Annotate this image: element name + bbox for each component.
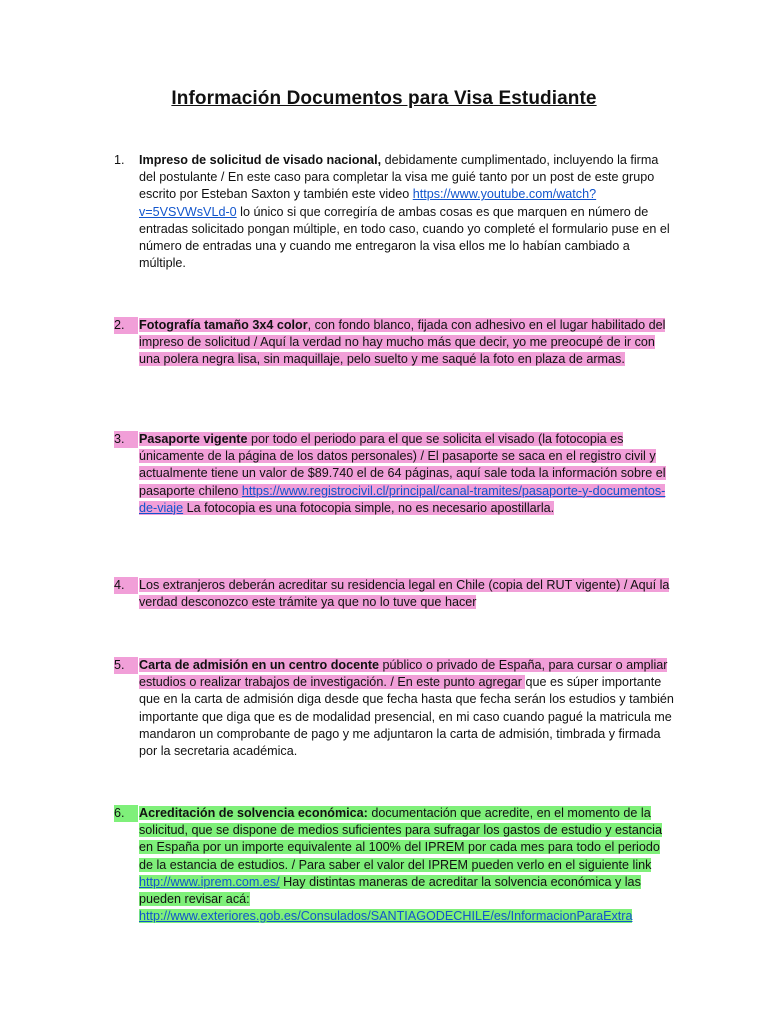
list-item-6	[114, 805, 674, 925]
item-text: debidamente cumplimentado, incluyendo la firma del postulante / En este caso para completar la visa me guié tanto por un post de este grupo escrito por Esteban Saxton y también este video	[139, 153, 659, 202]
item-text: Los extranjeros deberán acreditar su residencia legal en Chile (copia del RUT vigente) / Aquí la verdad desconozco este trámite ya que no lo tuve que hacer	[139, 578, 670, 610]
item-text: público o privado de España, para cursar o ampliar estudios o realizar trabajos de investigación. / En este punto agregar	[139, 658, 668, 690]
item-number: 5.	[114, 657, 138, 674]
item-heading: Fotografía tamaño 3x4 color	[139, 318, 308, 332]
item-heading: Impreso de solicitud de visado nacional,	[139, 153, 382, 167]
document-title: Información Documentos para Visa Estudiante	[171, 88, 597, 109]
list-item-1	[114, 152, 674, 272]
item-text-cont: que es súper importante que en la carta de admisión diga desde que fecha hasta que fecha serán los estudios y también importante que diga que es de modalidad presencial, en mi caso cuando pagué la matricula me mandaron un comprobante de pago y me adjuntaron la carta de admisión, timbrada y firmada por la secretaria académica.	[139, 675, 674, 759]
item-heading: Acreditación de solvencia económica:	[139, 806, 368, 820]
item-number: 2.	[114, 317, 138, 334]
item-text: , con fondo blanco, fijada con adhesivo en el lugar habilitado del impreso de solicitud / Aquí la verdad no hay mucho más que decir, yo me preocupé de ir con una polera negra lisa, sin maquillaje, pelo suelto y me saqué la foto en plaza de armas.	[139, 318, 666, 367]
iprem-link[interactable]: http://www.iprem.com.es/	[139, 874, 280, 889]
youtube-link[interactable]: https://www.youtube.com/watch?v=5VSVWsVLd-0	[139, 187, 597, 219]
exteriores-link[interactable]: http://www.exteriores.gob.es/Consulados/SANTIAGODECHILE/es/InformacionParaExtra	[139, 909, 633, 924]
list-item-4	[114, 577, 674, 611]
list-item-2	[114, 317, 674, 369]
item-text-cont: Hay distintas maneras de acreditar la solvencia económica y las pueden revisar acá:	[139, 874, 641, 907]
list-item-5	[114, 657, 674, 760]
item-text-cont: La fotocopia es una fotocopia simple, no es necesario apostillarla.	[183, 500, 555, 515]
item-number: 3.	[114, 431, 138, 448]
item-text-cont: lo único si que corregiría de ambas cosas es que marquen en número de entradas solicitado pongan múltiple, en todo caso, cuando yo completé el formulario puse en el número de entradas una y cuando me entregaron la visa ellos me lo habían cambiado a múltiple.	[139, 204, 670, 271]
item-text: documentación que acredite, en el momento de la solicitud, que se dispone de medios suficientes para sufragar los gastos de estudio y estancia en España por un importe equivalente al 100% del IPREM por cada mes para todo el periodo de la estancia de estudios. / Para saber el valor del IPREM pueden verlo en el siguiente link	[139, 806, 662, 872]
item-heading: Carta de admisión en un centro docente	[139, 658, 380, 672]
list-item-3	[114, 431, 674, 517]
item-number: 6.	[114, 805, 138, 822]
item-number: 4.	[114, 577, 138, 594]
item-number: 1.	[114, 153, 125, 167]
item-text: por todo el periodo para el que se solicita el visado (la fotocopia es únicamente de la página de los datos personales) / El pasaporte se saca en el registro civil y actualmente tiene un valor de $89.740 el de 64 páginas, aquí sale toda la información sobre el pasaporte chileno	[139, 432, 666, 498]
item-heading: Pasaporte vigente	[139, 432, 248, 446]
registro-civil-link[interactable]: https://www.registrocivil.cl/principal/canal-tramites/pasaporte-y-documentos-de-viaje	[139, 483, 666, 515]
